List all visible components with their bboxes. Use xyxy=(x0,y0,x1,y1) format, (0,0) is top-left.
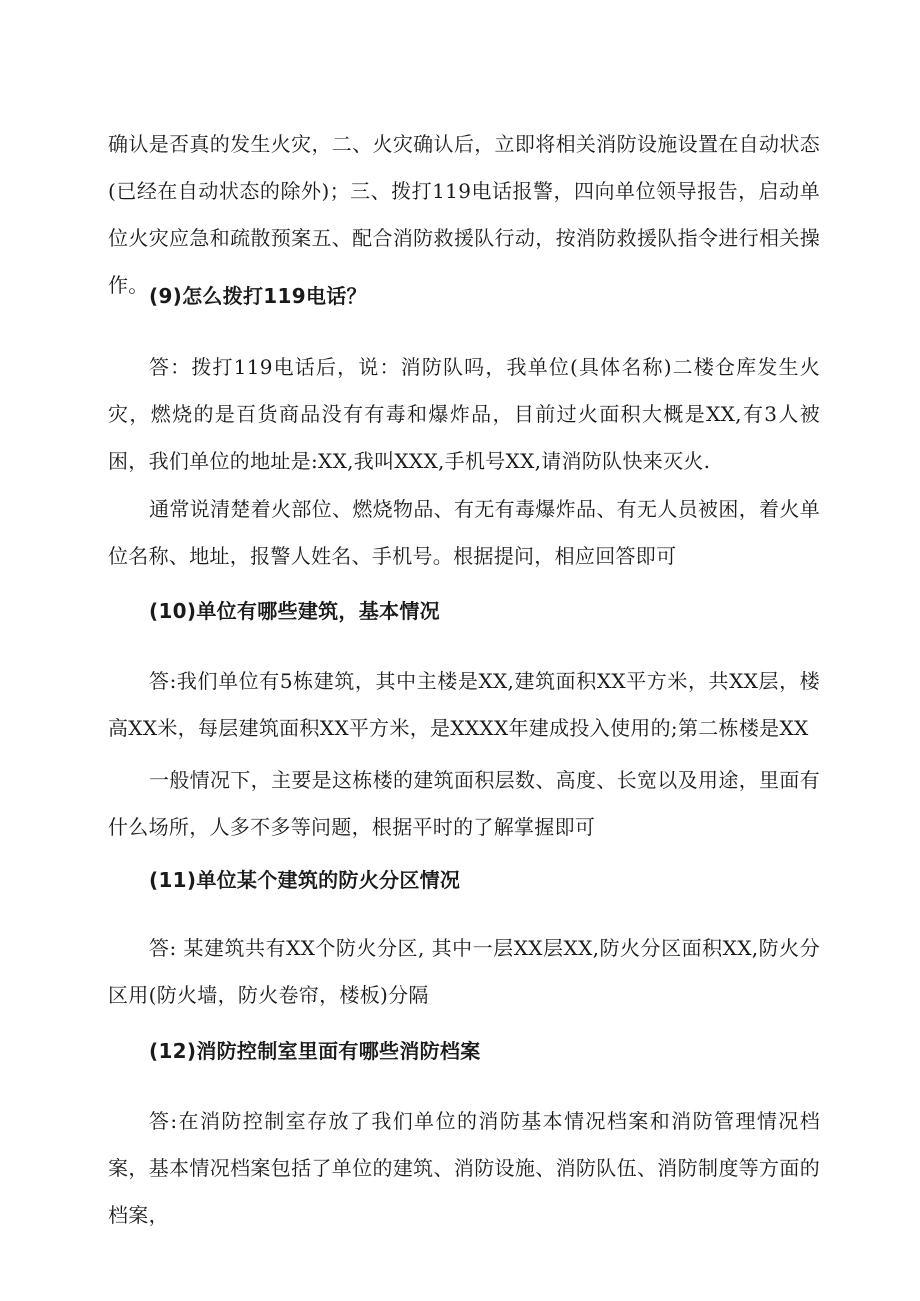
heading-q9-how-to-call-119: (9)怎么拨打119电话？ xyxy=(149,284,367,308)
paragraph-answer-buildings: 答:我们单位有5栋建筑，其中主楼是XX,建筑面积XX平方米，共XX层，楼高XX米，每层建筑面积XX平方米，是XXXX年建成投入使用的;第二栋楼是XX xyxy=(108,669,820,740)
heading-q12-fire-archives: (12)消防控制室里面有哪些消防档案 xyxy=(149,1039,481,1063)
paragraph-fire-response-steps: 确认是否真的发生火灾，二、火灾确认后，立即将相关消防设施设置在自动状态(已经在自动状态的除外)；三、拨打119电话报警，四向单位领导报告，启动单位火灾应急和疏散预案五、配合消防救援队行动，按消防救援队指令进行相关操作。 xyxy=(108,132,820,297)
heading-q10-buildings: (10)单位有哪些建筑，基本情况 xyxy=(149,599,440,623)
paragraph-answer-fire-compartments: 答: 某建筑共有XX个防火分区, 其中一层XX层XX,防火分区面积XX,防火分区用(防火墙，防火卷帘，楼板)分隔 xyxy=(108,936,820,1007)
paragraph-call-119-tips: 通常说清楚着火部位、燃烧物品、有无有毒爆炸品、有无人员被困，着火单位名称、地址，报警人姓名、手机号。根据提问，相应回答即可 xyxy=(108,497,820,568)
paragraph-answer-fire-archives: 答:在消防控制室存放了我们单位的消防基本情况档案和消防管理情况档案，基本情况档案包括了单位的建筑、消防设施、消防队伍、消防制度等方面的档案， xyxy=(108,1109,820,1227)
paragraph-buildings-tips: 一般情况下，主要是这栋楼的建筑面积层数、高度、长宽以及用途，里面有什么场所，人多不多等问题，根据平时的了解掌握即可 xyxy=(108,768,820,839)
paragraph-answer-call-119: 答：拨打119电话后，说：消防队吗，我单位(具体名称)二楼仓库发生火灾，燃烧的是百货商品没有有毒和爆炸品，目前过火面积大概是XX,有3人被困，我们单位的地址是:XX,我叫XXX,手机号XX,请消防队快来灭火. xyxy=(108,355,820,473)
heading-q11-fire-compartments: (11)单位某个建筑的防火分区情况 xyxy=(149,868,461,892)
